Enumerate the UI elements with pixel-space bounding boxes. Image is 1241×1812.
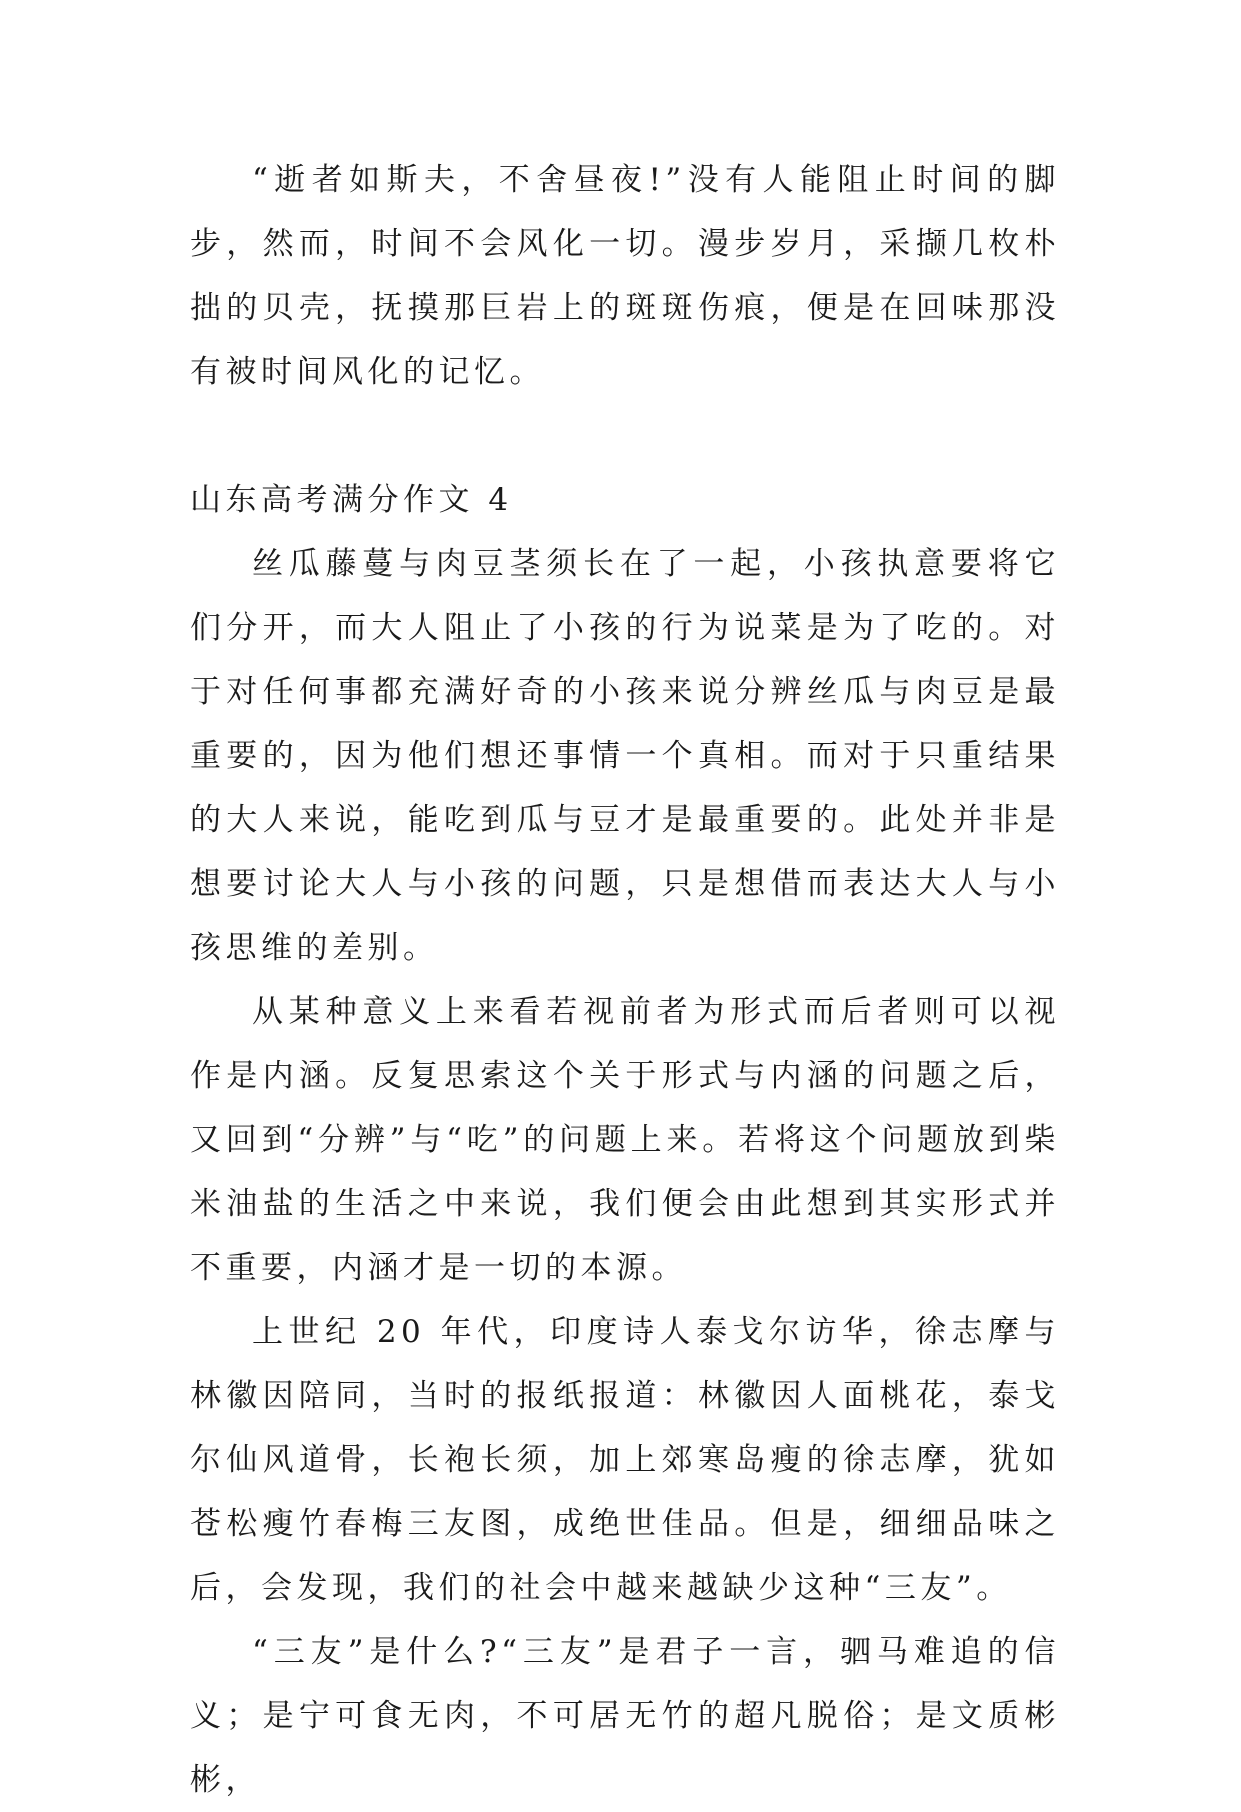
section-heading: 山东高考满分作文 4 — [190, 482, 513, 518]
paragraph: 上世纪 20 年代，印度诗人泰戈尔访华，徐志摩与林徽因陪同，当时的报纸报道：林徽因人面桃花，泰戈尔仙风道骨，长袍长须，加上郊寒岛瘦的徐志摩，犹如苍松瘦竹春梅三友图，成绝世佳品。但是，细细品味之后，会发现，我们的社会中越来越缺少这种“三友”。 — [190, 1314, 1060, 1606]
paragraph: 丝瓜藤蔓与肉豆茎须长在了一起，小孩执意要将它们分开，而大人阻止了小孩的行为说菜是为了吃的。对于对任何事都充满好奇的小孩来说分辨丝瓜与肉豆是最重要的，因为他们想还事情一个真相。而对于只重结果的大人来说，能吃到瓜与豆才是最重要的。此处并非是想要讨论大人与小孩的问题，只是想借而表达大人与小孩思维的差别。 — [190, 546, 1060, 966]
paragraph: “逝者如斯夫，不舍昼夜!”没有人能阻止时间的脚步，然而，时间不会风化一切。漫步岁月，采撷几枚朴拙的贝壳，抚摸那巨岩上的斑斑伤痕，便是在回味那没有被时间风化的记忆。 — [190, 162, 1060, 390]
paragraph: “三友”是什么?“三友”是君子一言，驷马难追的信义；是宁可食无肉，不可居无竹的超凡脱俗；是文质彬彬， — [190, 1634, 1060, 1798]
paragraph: 从某种意义上来看若视前者为形式而后者则可以视作是内涵。反复思索这个关于形式与内涵的问题之后，又回到“分辨”与“吃”的问题上来。若将这个问题放到柴米油盐的生活之中来说，我们便会由此想到其实形式并不重要，内涵才是一切的本源。 — [190, 994, 1060, 1286]
document-page — [190, 148, 1060, 1812]
